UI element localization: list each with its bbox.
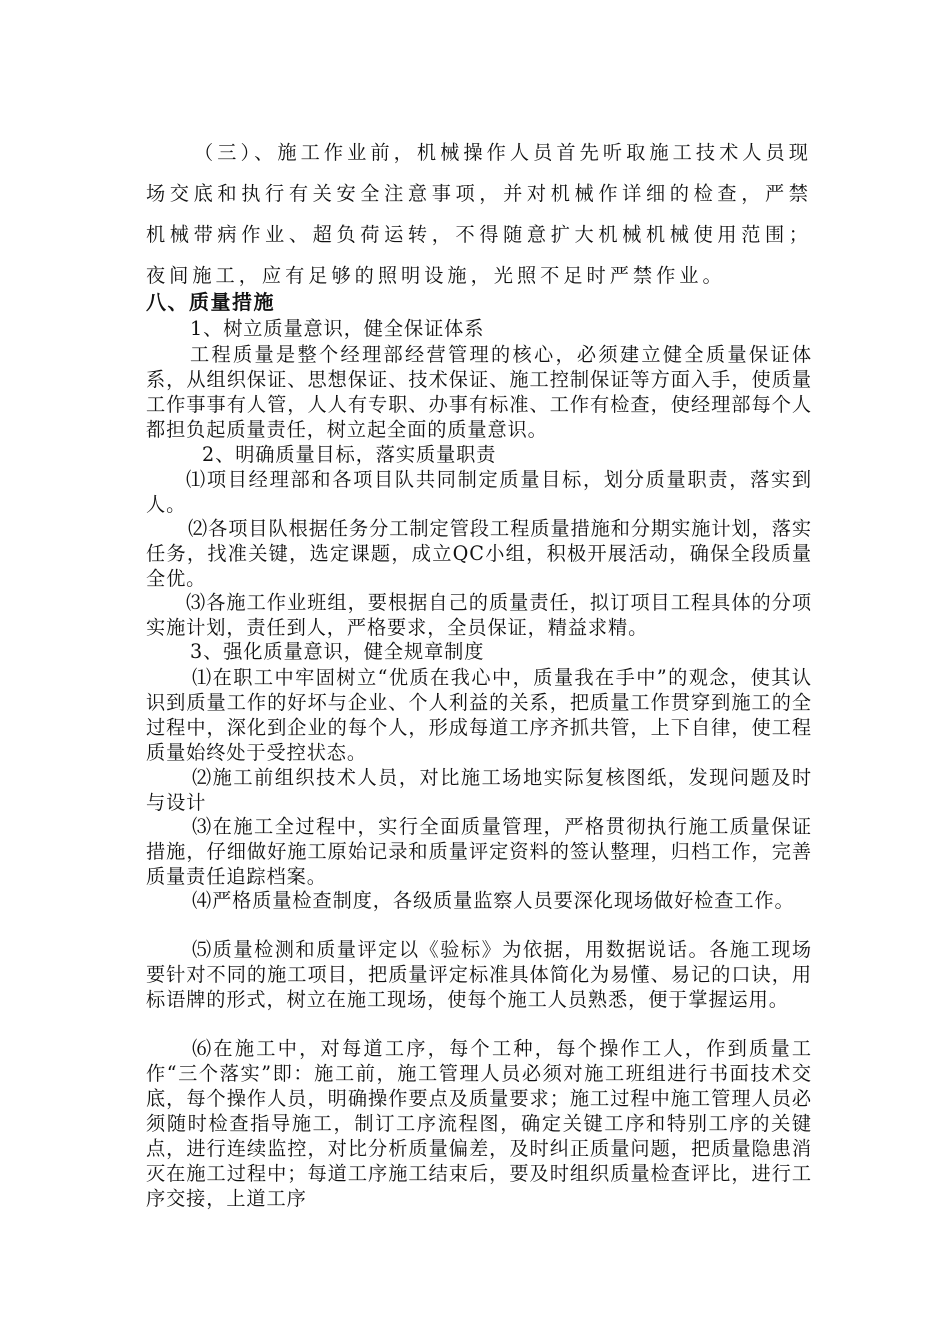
item-2-paragraph-3: ⑶各施工作业班组，要根据自己的质量责任，拟订项目工程具体的分项实施计划，责任到人，严格要求，全员保证，精益求精。 (146, 591, 812, 639)
item-3-paragraph-3: ⑶在施工全过程中，实行全面质量管理，严格贯彻执行施工质量保证措施，仔细做好施工原始记录和质量评定资料的签认整理，归档工作，完善质量责任追踪档案。 (146, 815, 812, 888)
item-2-title: 2、明确质量目标，落实质量职责 (202, 443, 497, 466)
section-heading: 八、质量措施 (146, 290, 275, 314)
section-3-paragraph: （三）、施工作业前，机械操作人员首先听取施工技术人员现场交底和执行有关安全注意事项，并对机械作详细的检查，严禁机械带病作业、超负荷运转，不得随意扩大机械机械使用范围；夜间施工，应有足够的照明设施，光照不足时严禁作业。 (146, 141, 812, 287)
item-3-title: 3、强化质量意识，健全规章制度 (190, 640, 485, 663)
item-2-paragraph-1: ⑴项目经理部和各项目队共同制定质量目标，划分质量职责，落实到人。 (146, 468, 812, 516)
item-3-paragraph-6: ⑹在施工中，对每道工序，每个工种，每个操作工人，作到质量工作“三个落实”即：施工前，施工管理人员必须对施工班组进行书面技术交底，每个操作人员，明确操作要点及质量要求；施工过程中施工管理人员必须随时检查指导施工，制订工序流程图，确定关键工序和特别工序的关键点，进行连续监控，对比分析质量偏差，及时纠正质量问题，把质量隐患消灭在施工过程中；每道工序施工结束后，要及时组织质量检查评比，进行工序交接，上道工序 (146, 1037, 812, 1210)
item-3-paragraph-2: ⑵施工前组织技术人员，对比施工场地实际复核图纸，发现问题及时与设计 (146, 766, 812, 814)
item-2-paragraph-2: ⑵各项目队根据任务分工制定管段工程质量措施和分期实施计划，落实任务，找准关键，选定课题，成立QC小组，积极开展活动，确保全段质量全优。 (146, 517, 812, 590)
item-3-paragraph-5: ⑸质量检测和质量评定以《验标》为依据，用数据说话。各施工现场要针对不同的施工项目，把质量评定标准具体简化为易懂、易记的口诀，用标语牌的形式，树立在施工现场，使每个施工人员熟悉，便于掌握运用。 (146, 938, 812, 1011)
item-3-paragraph-4: ⑷严格质量检查制度，各级质量监察人员要深化现场做好检查工作。 (192, 889, 795, 912)
item-3-paragraph-1: ⑴在职工中牢固树立“优质在我心中，质量我在手中”的观念，使其认识到质量工作的好坏与企业、个人利益的关系，把质量工作贯穿到施工的全过程中，深化到企业的每个人，形成每道工序齐抓共管，上下自律，使工程质量始终处于受控状态。 (146, 666, 812, 764)
item-1-title: 1、树立质量意识，健全保证体系 (190, 317, 485, 340)
item-1-body: 工程质量是整个经理部经营管理的核心，必须建立健全质量保证体系，从组织保证、思想保证、技术保证、施工控制保证等方面入手，使质量工作事事有人管，人人有专职、办事有标准、工作有检查，使经理部每个人都担负起质量责任，树立起全面的质量意识。 (146, 343, 812, 441)
